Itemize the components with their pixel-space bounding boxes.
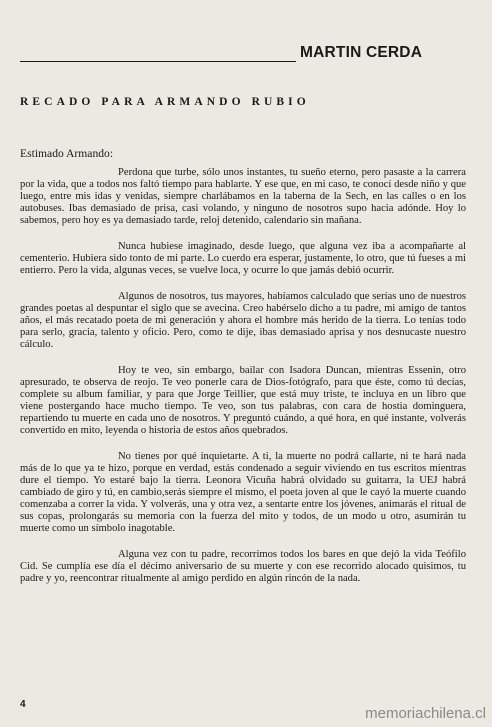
header-rule <box>20 61 296 62</box>
page-number: 4 <box>20 699 26 710</box>
article-title: RECADO PARA ARMANDO RUBIO <box>20 96 310 108</box>
paragraph: Nunca hubiese imaginado, desde luego, que alguna vez iba a acompañarte al cementerio. Hubiera sido tonto de mi parte. Lo cuerdo era esperar, justamente, lo otro, que tú fueses a mi entierro. Pero la vida, algunas veces, se vuelve loca, y ocurre lo que jamás debió ocurrir. <box>20 241 466 276</box>
site-watermark: memoriachilena.cl <box>365 705 486 722</box>
paragraph: Alguna vez con tu padre, recorrimos todos los bares en que dejó la vida Teófilo Cid. Se cumplía ese día el décimo aniversario de su muerte y con ese recorrido alocado quisimos, tu padre y yo, reencontrar ritualmente al amigo perdido en algún rincón de la nada. <box>20 549 466 584</box>
paragraph: Hoy te veo, sin embargo, bailar con Isadora Duncan, mientras Essenin, otro apresurado, te observa de reojo. Te veo ponerle cara de Dios-fotógrafo, para que éste, como tú decías, complete su album familiar, y para que Jorge Teillier, que está muy triste, te incluya en un libro que viene postergando hace mucho tiempo. Te veo, son tus palabras, con cara de hostia dominguera, repartiendo tu muerte en cada uno de nosotros. Y preguntó cuándo, a qué hora, en qué instante, volverás convertido en mito, leyenda o historia de estos años quebrados. <box>20 365 466 436</box>
letter-body <box>20 167 466 599</box>
author-name: MARTIN CERDA <box>300 44 423 61</box>
paragraph: Perdona que turbe, sólo unos instantes, tu sueño eterno, pero pasaste a la carrera por la vida, que a todos nos faltó tiempo para hablarte. Y ese que, en mi caso, te conocí desde niño y que luego, entre mis idas y venidas, siempre charlábamos en la taberna de la Sech, en las calles o en los autobuses. Ibas demasiado de prisa, casi volando, y ninguno de nosotros supo hacia adónde. Hoy lo sabemos, pero hoy es ya demasiado tarde, reloj detenido, calendario sin mañana. <box>20 167 466 226</box>
salutation: Estimado Armando: <box>20 147 114 160</box>
paragraph: No tienes por qué inquietarte. A ti, la muerte no podrá callarte, ni te hará nada más de lo que ya te hizo, porque en verdad, estás condenado a seguir viviendo en tus escritos mientras dure el tiempo. Yo estaré bajo la tierra. Leonora Vicuña habrá olvidado su guitarra, la UEJ habrá cambiado de giro y tú, en cambio,serás siempre el mismo, el poeta joven al que le cayó la muerte cuando comenzaba a correr la vida. Y volverás, una y otra vez, a sentarte entre los jóvenes, animarás el ritual de sus copas, prolongarás su memoria con la fuerza del mito y todos, de un modo u otro, asumirán tu muerte como un símbolo inagotable. <box>20 451 466 534</box>
paragraph: Algunos de nosotros, tus mayores, habíamos calculado que serías uno de nuestros grandes poetas al despuntar el siglo que se avecina. Creo habérselo dicho a tu padre, mi amigo de tantos años, el más recatado poeta de mi generación y ahora el hombre más herido de la tierra. Lo tenías todo para serlo, gracia, talento y oficio. Pero, como te dije, ibas demasiado aprisa y nos desnucaste nuestro cálculo. <box>20 291 466 350</box>
